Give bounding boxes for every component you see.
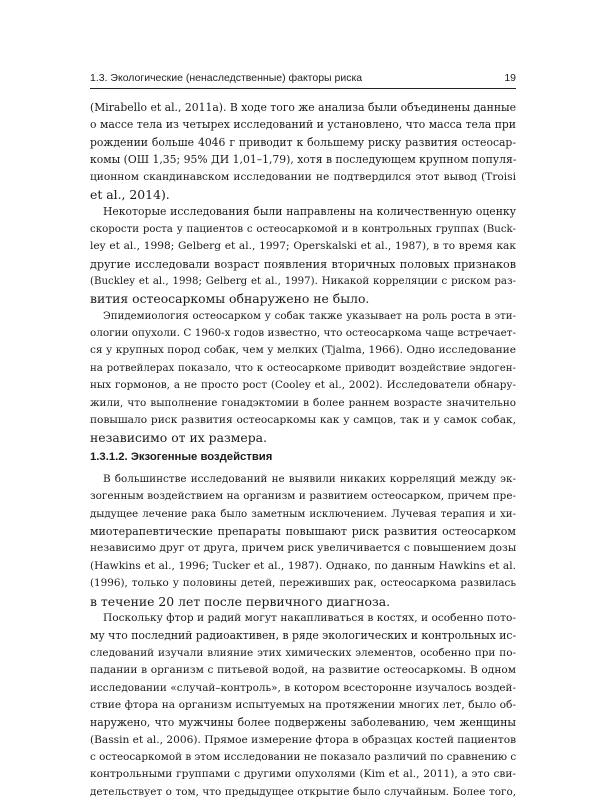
text-line: скорости роста у пациентов с остеосаркомой и в контрольных группах (Buck-	[90, 223, 516, 235]
text-line: Некоторые исследования были направлены на количественную оценку	[103, 205, 516, 219]
text-line: наружено, что мужчины более подвержены заболеванию, чем женщины	[90, 716, 516, 730]
text-line: рождении больше 4046 г приводит к большему риску развития остеосар-	[90, 135, 516, 149]
text-line: комы (ОШ 1,35; 95% ДИ 1,01–1,79), хотя в последующем крупном популя-	[90, 153, 516, 167]
section-heading: 1.3.1.2. Экзогенные воздействия	[90, 450, 273, 463]
text-line: (Mirabello et al., 2011a). В ходе того же анализа были объединены данные	[90, 101, 516, 114]
text-line: (Hawkins et al., 1996; Tucker et al., 1987). Однако, по данным Hawkins et al.	[90, 559, 516, 572]
text-line: контрольными группами с другими опухолями (Kim et al., 2011), а это сви-	[90, 768, 516, 781]
page-body	[90, 99, 516, 801]
paragraph	[90, 203, 516, 307]
text-line: о массе тела из четырех исследований и установлено, что масса тела при	[90, 118, 516, 132]
text-line: (Buckley et al., 1998; Gelberg et al., 1997). Никакой корреляции с риском раз-	[90, 275, 516, 287]
text-line: независимо от их размера.	[90, 430, 267, 446]
text-line: зогенным воздействием на организм и развитием остеосарком, причем пре-	[90, 490, 516, 503]
text-line: жили, что выполнение гонадэктомии в более раннем возрасте значительно	[90, 396, 516, 409]
page-number: 19	[504, 72, 516, 84]
text-line: (Bassin et al., 2006). Прямое измерение фтора в образцах костей пациентов	[90, 733, 516, 746]
paragraph	[90, 471, 516, 610]
text-line: ных гормонов, а не просто рост (Cooley et al., 2002). Исследователи обнару-	[90, 379, 516, 392]
text-line: на ротвейлерах показало, что к остеосаркоме приводит воздействие эндоген-	[90, 362, 516, 374]
text-line: падании в организм с питьевой водой, на развитие остеосаркомы. В одном	[90, 664, 516, 677]
text-line: дыдущее лечение рака было заметным исключением. Лучевая терапия и хи-	[90, 508, 516, 520]
text-line: в течение 20 лет после первичного диагноза.	[90, 593, 391, 609]
text-line: ционном скандинавском исследовании не подтвердился этот вывод (Troisi	[90, 170, 516, 183]
text-line: вития остеосаркомы обнаружено не было.	[90, 291, 370, 307]
text-line: ley et al., 1998; Gelberg et al., 1997; Operskalski et al., 1987), в то время как	[90, 240, 516, 253]
running-header-title: 1.3. Экологические (ненаследственные) факторы риска	[90, 72, 363, 84]
text-line: с остеосаркомой в этом исследовании не показало различий по сравнению с	[90, 751, 516, 764]
text-line: Эпидемиология остеосарком у собак также указывает на роль роста в эти-	[103, 310, 516, 322]
running-header	[90, 72, 516, 89]
text-line: повышало риск развития остеосаркомы как у самцов, так и у самок собак,	[90, 414, 516, 427]
text-line: (1996), только у половины детей, переживших рак, остеосаркома развилась	[90, 577, 516, 590]
text-line: му что последний радиоактивен, в ряде экологических и контрольных ис-	[90, 629, 516, 643]
text-line: следований изучали влияние этих химических элементов, особенно при по-	[90, 646, 516, 659]
text-line: ствие фтора на организм испытуемых на протяжении многих лет, было об-	[90, 698, 516, 711]
text-line: et al., 2014).	[90, 186, 170, 202]
paragraph	[90, 308, 516, 447]
text-line: детельствует о том, что предыдущее открытие было случайным. Более того,	[90, 785, 516, 798]
text-line: ологии опухоли. С 1960-х годов известно, что остеосаркома чаще встречает-	[90, 327, 516, 340]
text-line: миотерапевтические препараты повышают риск развития остеосарком	[90, 524, 516, 538]
paragraph	[90, 610, 516, 801]
text-line: В большинстве исследований не выявили никаких корреляций между эк-	[103, 472, 516, 485]
text-line: независимо друг от друга, причем риск увеличивается с повышением дозы	[90, 542, 516, 555]
text-line: исследовании «случай–контроль», в котором всесторонне изучалось воздей-	[90, 681, 516, 694]
text-line: Поскольку фтор и радий могут накапливаться в костях, и особенно пото-	[103, 611, 516, 624]
text-line: другие исследовали возраст появления вторичных половых признаков	[90, 257, 516, 271]
paragraph	[90, 99, 516, 203]
text-line: ся у крупных пород собак, чем у мелких (Tjalma, 1966). Одно исследование	[90, 344, 516, 357]
